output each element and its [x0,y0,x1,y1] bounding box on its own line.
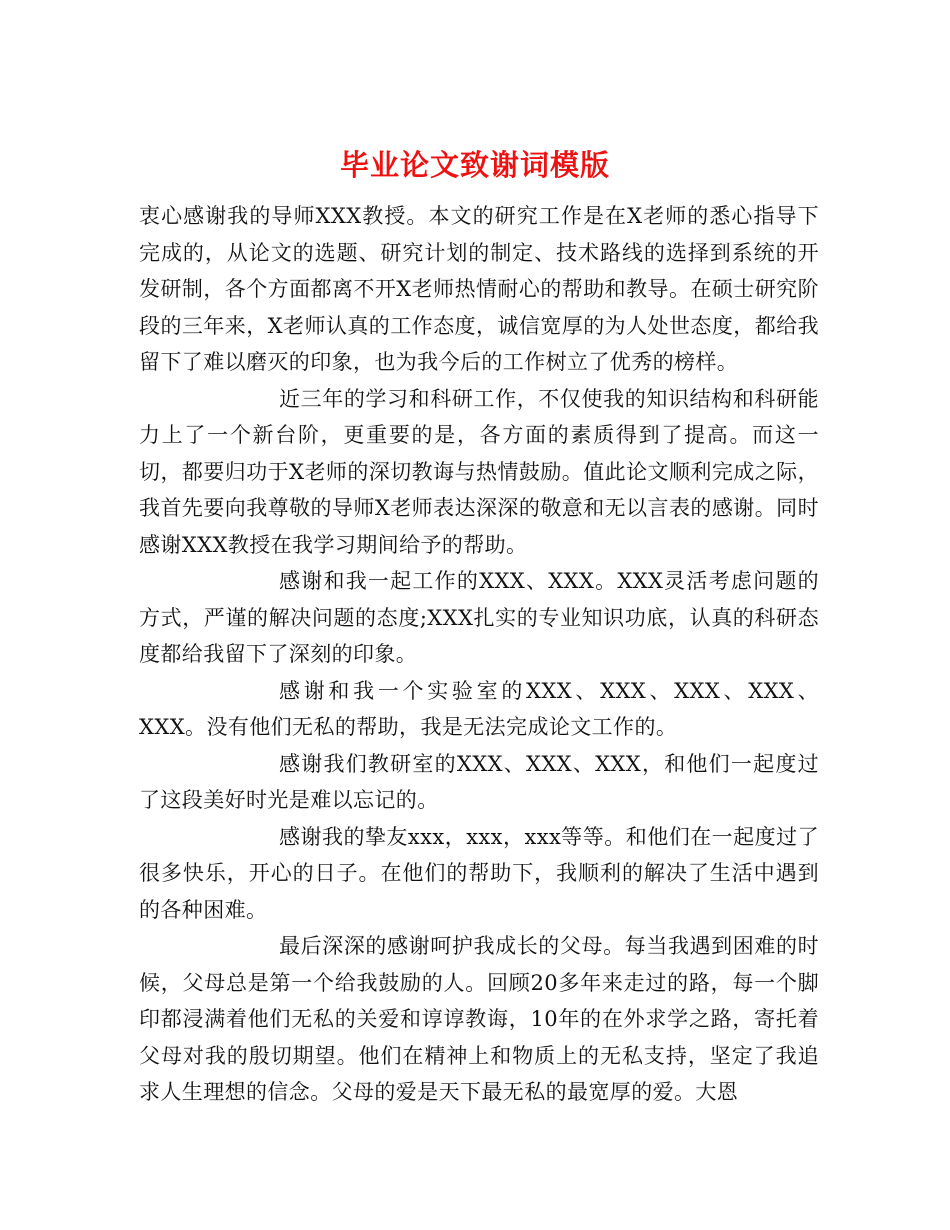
paragraph-parents-thanks: 最后深深的感谢呵护我成长的父母。每当我遇到困难的时候，父母总是第一个给我鼓励的人。回顾20多年来走过的路，每一个脚印都浸满着他们无私的关爱和谆谆教诲，10年的在外求学之路，寄托着父母对我的殷切期望。他们在精神上和物质上的无私支持，坚定了我追求人生理想的信念。父母的爱是天下最无私的最宽厚的爱。大恩 [139,934,819,1104]
paragraph-colleagues-thanks: 感谢和我一起工作的XXX、XXX。XXX灵活考虑问题的方式，严谨的解决问题的态度;XXX扎实的专业知识功底，认真的科研态度都给我留下了深刻的印象。 [139,569,819,666]
paragraph-advisor-thanks: 衷心感谢我的导师XXX教授。本文的研究工作是在X老师的悉心指导下完成的，从论文的选题、研究计划的制定、技术路线的选择到系统的开发研制，各个方面都离不开X老师热情耐心的帮助和教导。在硕士研究阶段的三年来，X老师认真的工作态度，诚信宽厚的为人处世态度，都给我留下了难以磨灭的印象，也为我今后的工作树立了优秀的榜样。 [139,204,819,374]
document-title: 毕业论文致谢词模版 [339,148,610,183]
paragraph-department-thanks: 感谢我们教研室的XXX、XXX、XXX，和他们一起度过了这段美好时光是难以忘记的。 [139,751,819,812]
paragraph-friends-thanks: 感谢我的挚友xxx，xxx，xxx等等。和他们在一起度过了很多快乐，开心的日子。在他们的帮助下，我顺利的解决了生活中遇到的各种困难。 [139,824,819,922]
paragraph-research-growth: 近三年的学习和科研工作，不仅使我的知识结构和科研能力上了一个新台阶，更重要的是，各方面的素质得到了提高。而这一切，都要归功于X老师的深切教诲与热情鼓励。值此论文顺利完成之际，我首先要向我尊敬的导师X老师表达深深的敬意和无以言表的感谢。同时感谢XXX教授在我学习期间给予的帮助。 [139,386,819,557]
document-body [139,198,819,1111]
paragraph-lab-mates-thanks: 感谢和我一个实验室的XXX、XXX、XXX、XXX、XXX。没有他们无私的帮助，我是无法完成论文工作的。 [139,678,819,739]
